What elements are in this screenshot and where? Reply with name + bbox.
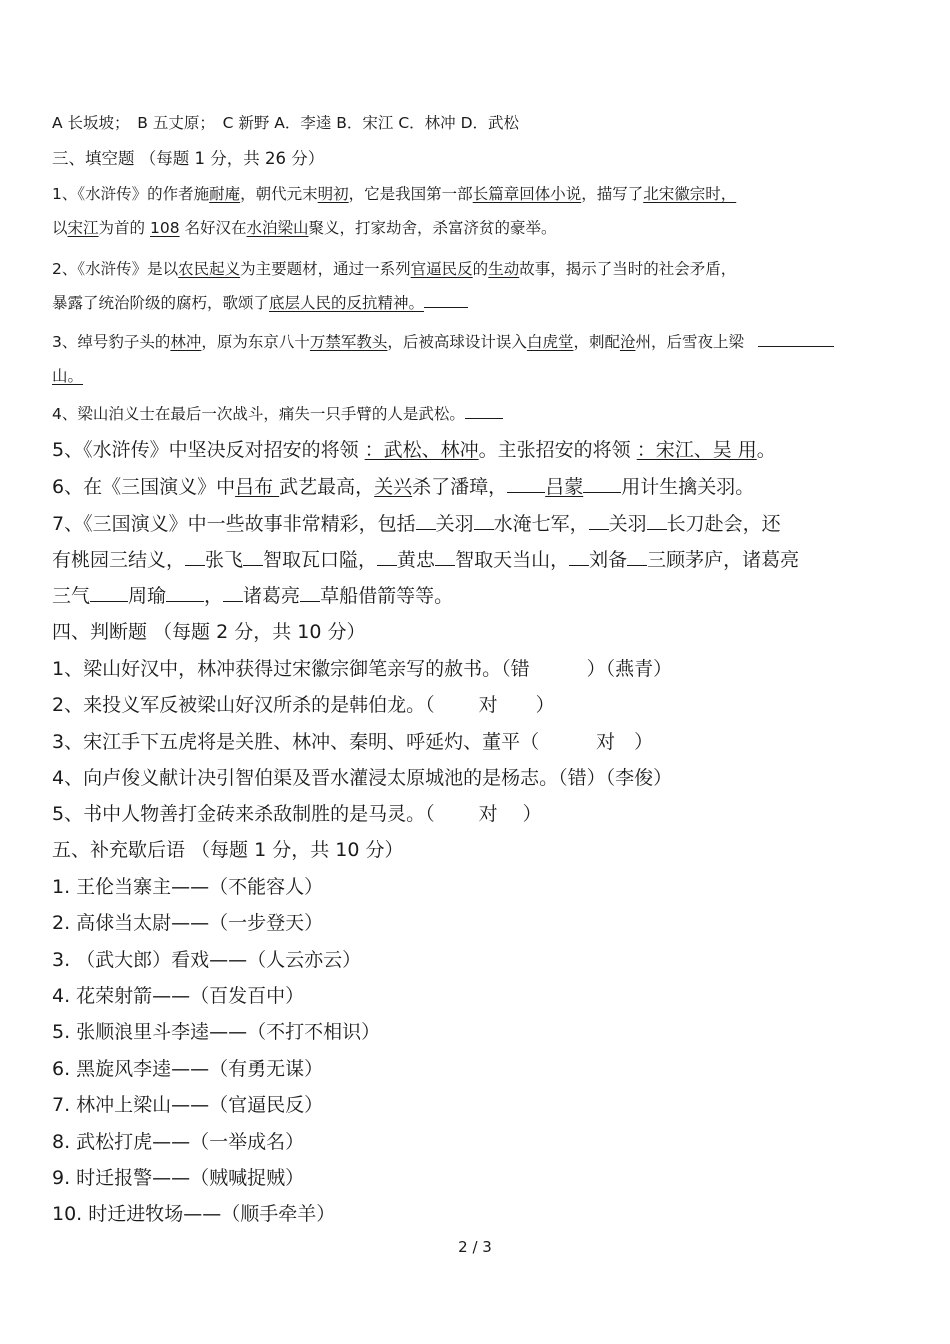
answer-blank xyxy=(465,417,503,419)
judge-item: 4、向卢俊义献计决引智伯渠及晋水灌浸太原城池的是杨志。（错）（李俊） xyxy=(52,767,673,789)
q6-line: 6、在《三国演义》中吕布 武艺最高，关兴杀了潘璋， 吕蒙 用计生擒关羽。 xyxy=(52,476,755,498)
judge-item: 2、来投义军反被梁山好汉所杀的是韩伯龙。（ 对 ） xyxy=(52,694,555,716)
proverb-item: 4. 花荣射箭——（百发百中） xyxy=(52,985,305,1007)
proverb-item: 3. （武大郎）看戏——（人云亦云） xyxy=(52,949,362,971)
q3-line1: 3、绰号豹子头的林冲，原为东京八十万禁军教头，后被高球设计误入白虎堂，刺配沧州，后雪夜上梁 xyxy=(52,330,834,352)
page-number: 2 / 3 xyxy=(458,1238,492,1256)
proverb-item: 5. 张顺浪里斗李逵——（不打不相识） xyxy=(52,1021,381,1043)
judge-item: 5、书中人物善打金砖来杀敌制胜的是马灵。（ 对 ） xyxy=(52,803,542,825)
q7-line3: 三气 周瑜 ， 诸葛亮 草船借箭等等。 xyxy=(52,585,454,607)
proverb-item: 8. 武松打虎——（一举成名） xyxy=(52,1131,305,1153)
answer-blank xyxy=(424,306,468,308)
q2-line2: 暴露了统治阶级的腐朽，歌颂了底层人民的反抗精神。 xyxy=(52,291,468,313)
q1-line2: 以宋江为首的 108 名好汉在水泊梁山聚义，打家劫舍，杀富济贫的豪举。 xyxy=(52,219,557,237)
q2-line1: 2、《水浒传》是以农民起义为主要题材，通过一系列官逼民反的生动故事，揭示了当时的社会矛盾， xyxy=(52,260,737,278)
section5-heading: 五、补充歇后语 （每题 1 分，共 10 分） xyxy=(52,839,404,861)
q3-line2: 山。 xyxy=(52,367,84,385)
choice-options: A 长坂坡； B 五丈原； C 新野 A．李逵 B．宋江 C．林冲 D．武松 xyxy=(52,114,520,132)
proverb-item: 2. 高俅当太尉——（一步登天） xyxy=(52,912,324,934)
proverb-item: 1. 王伦当寨主——（不能容人） xyxy=(52,876,324,898)
q7-line2: 有桃园三结义， 张飞 智取瓦口隘， 黄忠 智取天当山， 刘备 三顾茅庐，诸葛亮 xyxy=(52,549,800,571)
proverb-item: 9. 时迁报警——（贼喊捉贼） xyxy=(52,1167,305,1189)
q5-line: 5、《水浒传》中坚决反对招安的将领 ：武松、林冲。主张招安的将领 ：宋江、吴 用。 xyxy=(52,439,776,461)
q1-line1: 1、《水浒传》的作者施耐庵，朝代元末明初，它是我国第一部长篇章回体小说，描写了北宋徽宗时， xyxy=(52,185,737,203)
judge-item: 3、宋江手下五虎将是关胜、林冲、秦明、呼延灼、董平（ 对 ） xyxy=(52,731,654,753)
section3-heading: 三、填空题 （每题 1 分，共 26 分） xyxy=(52,149,325,168)
q7-line1: 7、《三国演义》中一些故事非常精彩，包括 关羽 水淹七军， 关羽 长刀赴会，还 xyxy=(52,513,781,535)
q4-line: 4、梁山泊义士在最后一次战斗，痛失一只手臂的人是武松。 xyxy=(52,402,503,424)
proverb-item: 10. 时迁进牧场——（顺手牵羊） xyxy=(52,1203,336,1225)
section4-heading: 四、判断题 （每题 2 分，共 10 分） xyxy=(52,621,366,643)
proverb-item: 6. 黑旋风李逵——（有勇无谋） xyxy=(52,1058,324,1080)
judge-item: 1、梁山好汉中，林冲获得过宋徽宗御笔亲写的赦书。（错 ）（燕青） xyxy=(52,658,673,680)
proverb-item: 7. 林冲上梁山——（官逼民反） xyxy=(52,1094,324,1116)
answer-blank xyxy=(758,345,834,347)
